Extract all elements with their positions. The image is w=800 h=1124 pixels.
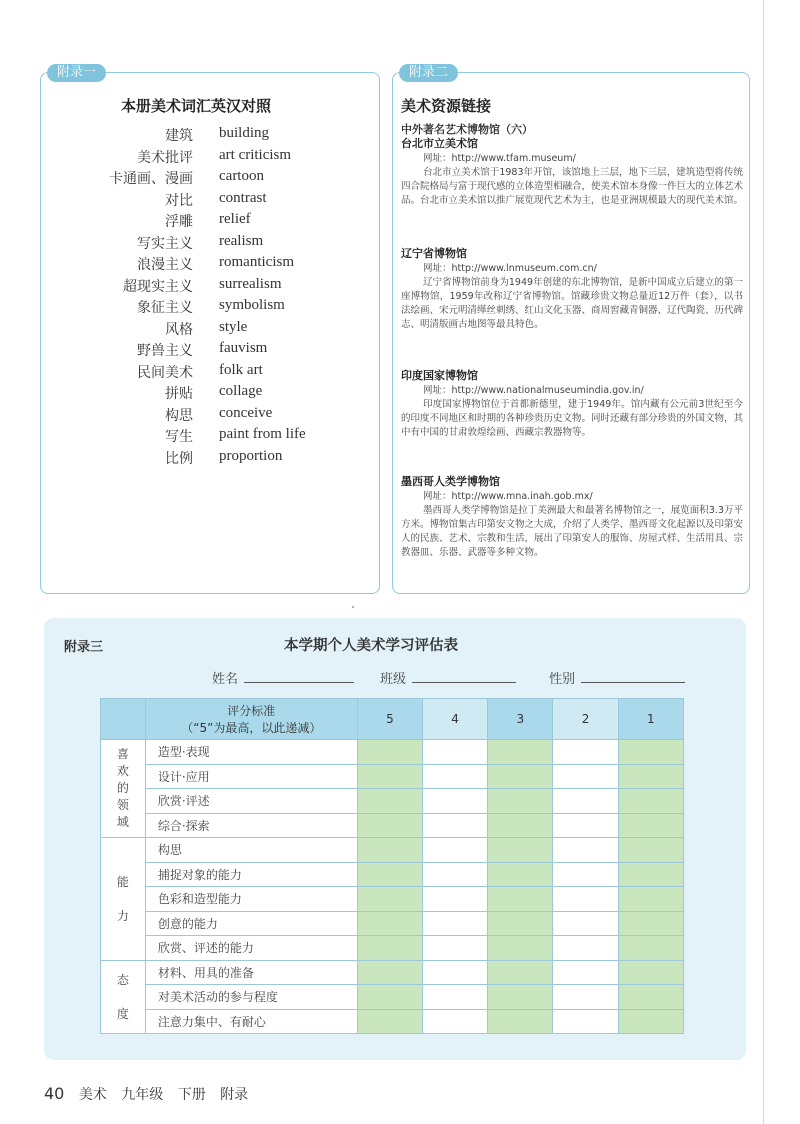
class-blank[interactable] [412, 670, 516, 683]
category-text: 能力 [116, 874, 129, 923]
class-field[interactable] [380, 668, 516, 687]
category-text: 喜欢的领域 [116, 747, 129, 829]
vocab-chinese: 卡通画、漫画 [109, 171, 193, 187]
score-cell[interactable] [618, 960, 683, 985]
score-cell[interactable] [423, 936, 488, 961]
footer-subject: 美术 [78, 1087, 107, 1103]
table-row [101, 764, 684, 789]
gender-label: 性别 [549, 672, 576, 687]
vocab-english: collage [219, 383, 263, 399]
vocab-english: symbolism [219, 297, 285, 313]
vocab-english: proportion [219, 447, 283, 464]
vocab-english: folk art [219, 361, 263, 378]
header-corner [101, 699, 146, 740]
score-header: 2 [553, 699, 618, 740]
score-cell[interactable] [618, 862, 683, 887]
score-cell[interactable] [423, 813, 488, 838]
vocab-chinese: 对比 [165, 192, 193, 209]
score-cell[interactable] [618, 985, 683, 1010]
table-row [101, 985, 684, 1010]
museum-name: 辽宁省博物馆 [401, 247, 467, 260]
score-cell[interactable] [357, 985, 422, 1010]
score-cell[interactable] [553, 911, 618, 936]
score-cell[interactable] [357, 960, 422, 985]
museum-name: 印度国家博物馆 [401, 369, 478, 382]
appendix1-tag: 附录一 [47, 64, 106, 82]
footer-section: 附录 [220, 1087, 249, 1103]
score-cell[interactable] [357, 862, 422, 887]
score-cell[interactable] [423, 740, 488, 765]
category-label [101, 960, 146, 1034]
vocab-english: romanticism [219, 254, 294, 270]
appendix2-title: 美术资源链接 [401, 97, 492, 115]
score-cell[interactable] [423, 887, 488, 912]
score-cell[interactable] [553, 1009, 618, 1034]
score-header: 1 [618, 699, 683, 740]
category-label [101, 740, 146, 838]
vocab-row [41, 211, 379, 233]
vocab-row [41, 319, 379, 341]
vocab-chinese: 超现实主义 [123, 278, 193, 295]
criterion-label: 综合·探索 [145, 813, 357, 838]
vocab-english: realism [219, 232, 264, 249]
vocab-chinese: 浮雕 [165, 214, 193, 230]
score-cell[interactable] [423, 838, 488, 863]
vocab-row [41, 362, 379, 384]
name-label: 姓名 [212, 672, 239, 687]
criteria-note: （“5”为最高，以此递减） [181, 721, 322, 735]
score-header: 3 [488, 699, 553, 740]
vocab-row [41, 340, 379, 362]
table-row [101, 789, 684, 814]
criterion-label: 欣赏·评述 [145, 789, 357, 814]
vocab-english: cartoon [219, 168, 264, 184]
table-row [101, 1009, 684, 1034]
score-cell[interactable] [553, 789, 618, 814]
page-footer [44, 1084, 258, 1104]
evaluation-body [101, 740, 684, 1034]
criterion-label: 创意的能力 [145, 911, 357, 936]
page-number: 40 [44, 1084, 65, 1103]
score-cell[interactable] [357, 813, 422, 838]
vocab-row [41, 168, 379, 190]
print-dot [352, 606, 354, 608]
vocab-english: conceive [219, 404, 273, 421]
table-row [101, 838, 684, 863]
score-cell[interactable] [618, 813, 683, 838]
appendix2-tag: 附录二 [399, 64, 458, 82]
score-cell[interactable] [488, 813, 553, 838]
score-cell[interactable] [488, 789, 553, 814]
museum-description: 墨西哥人类学博物馆是拉丁美洲最大和最著名博物馆之一，展览面积3.3万平方米。博物馆集古印第安文物之大成，介绍了人类学、墨西哥文化起源以及印第安人的民族、艺术、宗教和生活，展出了印第安人的服饰、房屋式样、生活用具、宗教器皿、乐器、武器等多种文物。 [401, 505, 744, 558]
score-cell[interactable] [488, 740, 553, 765]
score-cell[interactable] [618, 764, 683, 789]
museum-description: 台北市立美术馆于1983年开馆，该馆地上三层，地下三层，建筑造型将传统四合院格局与富于现代感的立体造型相融合，使美术馆本身像一件巨大的立体艺术品。台北市立美术馆以推广展览现代艺术为主，也是亚洲规模最大的现代美术馆。 [401, 167, 744, 206]
score-cell[interactable] [488, 911, 553, 936]
vocab-row [41, 297, 379, 319]
table-row [101, 862, 684, 887]
score-cell[interactable] [553, 887, 618, 912]
museum-url[interactable]: 网址：http://www.tfam.museum/ [423, 153, 576, 164]
evaluation-table [100, 698, 684, 1034]
table-row [101, 813, 684, 838]
vocab-chinese: 写实主义 [137, 235, 193, 252]
name-blank[interactable] [244, 670, 354, 683]
museum-entry [401, 369, 743, 440]
score-cell[interactable] [357, 838, 422, 863]
score-cell[interactable] [357, 1009, 422, 1034]
vocab-row [41, 233, 379, 255]
appendix2-subtitle: 中外著名艺术博物馆（六） [401, 123, 533, 136]
score-cell[interactable] [423, 985, 488, 1010]
criterion-label: 色彩和造型能力 [145, 887, 357, 912]
score-header: 4 [423, 699, 488, 740]
vocab-chinese: 比例 [165, 450, 193, 467]
score-header: 5 [357, 699, 422, 740]
appendix3-tag: 附录三 [64, 640, 104, 655]
score-cell[interactable] [423, 911, 488, 936]
score-cell[interactable] [423, 764, 488, 789]
vocab-row [41, 383, 379, 405]
vocab-english: paint from life [219, 426, 306, 442]
score-cell[interactable] [553, 960, 618, 985]
criterion-label: 对美术活动的参与程度 [145, 985, 357, 1010]
score-cell[interactable] [357, 740, 422, 765]
score-cell[interactable] [618, 887, 683, 912]
score-cell[interactable] [423, 960, 488, 985]
appendix2-box [392, 65, 750, 594]
criterion-label: 注意力集中、有耐心 [145, 1009, 357, 1034]
table-row [101, 936, 684, 961]
score-cell[interactable] [488, 838, 553, 863]
category-text: 态度 [116, 972, 129, 1021]
museum-url[interactable]: 网址：http://www.lnmuseum.com.cn/ [423, 263, 597, 274]
gender-field[interactable] [549, 668, 685, 687]
criterion-label: 捕捉对象的能力 [145, 862, 357, 887]
score-cell[interactable] [618, 911, 683, 936]
museum-url[interactable]: 网址：http://www.nationalmuseumindia.gov.in/ [423, 385, 644, 396]
vocab-english: contrast [219, 189, 267, 206]
vocab-row [41, 405, 379, 427]
footer-volume: 下册 [177, 1087, 206, 1103]
score-cell[interactable] [357, 936, 422, 961]
score-cell[interactable] [618, 936, 683, 961]
table-row [101, 887, 684, 912]
score-cell[interactable] [553, 764, 618, 789]
score-cell[interactable] [618, 740, 683, 765]
gender-blank[interactable] [581, 670, 685, 683]
vocab-chinese: 构思 [165, 407, 193, 424]
score-cell[interactable] [357, 887, 422, 912]
vocab-row [41, 254, 379, 276]
vocab-english: surrealism [219, 275, 282, 292]
museum-description: 印度国家博物馆位于首都新德里，建于1949年。馆内藏有公元前3世纪至今的印度不同地区和时期的各种珍贵历史文物。同时还藏有部分珍贵的外国文物，其中有中国的甘肃敦煌绘画、西藏宗教器物等。 [401, 399, 744, 438]
vocab-chinese: 风格 [165, 321, 193, 338]
vocab-row [41, 426, 379, 448]
score-cell[interactable] [423, 789, 488, 814]
vocab-english: art criticism [219, 146, 292, 163]
vocab-chinese: 拼贴 [165, 386, 193, 402]
table-row [101, 960, 684, 985]
vocab-chinese: 建筑 [165, 128, 193, 144]
museum-entry [401, 137, 743, 208]
class-label: 班级 [380, 672, 407, 687]
vocab-row [41, 147, 379, 169]
score-cell[interactable] [553, 936, 618, 961]
evaluation-title: 本学期个人美术学习评估表 [284, 638, 458, 654]
vocab-english: relief [219, 211, 251, 227]
vocab-english: style [219, 318, 248, 335]
appendix1-title: 本册美术词汇英汉对照 [121, 97, 272, 115]
table-row [101, 911, 684, 936]
criterion-label: 构思 [145, 838, 357, 863]
vocab-chinese: 野兽主义 [137, 343, 193, 359]
score-cell[interactable] [488, 985, 553, 1010]
score-cell[interactable] [488, 1009, 553, 1034]
score-cell[interactable] [423, 862, 488, 887]
vocab-row [41, 276, 379, 298]
score-cell[interactable] [357, 764, 422, 789]
vocab-chinese: 美术批评 [137, 149, 193, 166]
score-cell[interactable] [423, 1009, 488, 1034]
vocab-list [41, 125, 379, 469]
score-cell[interactable] [553, 813, 618, 838]
score-cell[interactable] [618, 789, 683, 814]
vocab-row [41, 448, 379, 470]
score-cell[interactable] [618, 1009, 683, 1034]
museum-url[interactable]: 网址：http://www.mna.inah.gob.mx/ [423, 491, 593, 502]
museum-name: 台北市立美术馆 [401, 137, 478, 150]
criterion-label: 欣赏、评述的能力 [145, 936, 357, 961]
evaluation-panel [44, 618, 746, 1060]
score-cell[interactable] [488, 862, 553, 887]
criterion-label: 设计·应用 [145, 764, 357, 789]
vocab-row [41, 125, 379, 147]
vocab-english: building [219, 125, 270, 141]
vocab-english: fauvism [219, 340, 268, 356]
vocab-chinese: 浪漫主义 [137, 257, 193, 273]
vocab-row [41, 190, 379, 212]
museum-entry [401, 247, 743, 332]
score-cell[interactable] [553, 862, 618, 887]
vocab-chinese: 象征主义 [137, 300, 193, 316]
score-cell[interactable] [357, 789, 422, 814]
criteria-header [145, 699, 357, 740]
score-cell[interactable] [488, 936, 553, 961]
museum-entry [401, 475, 743, 560]
score-cell[interactable] [488, 764, 553, 789]
page-edge-line [763, 0, 764, 1124]
table-header-row [101, 699, 684, 740]
score-cell[interactable] [488, 960, 553, 985]
score-cell[interactable] [357, 911, 422, 936]
table-row [101, 740, 684, 765]
score-cell[interactable] [553, 740, 618, 765]
score-cell[interactable] [618, 838, 683, 863]
appendix1-box [40, 65, 380, 594]
score-cell[interactable] [553, 838, 618, 863]
vocab-chinese: 民间美术 [137, 364, 193, 381]
museum-description: 辽宁省博物馆前身为1949年创建的东北博物馆，是新中国成立后建立的第一座博物馆，1959年改称辽宁省博物馆。馆藏珍贵文物总量近12万件（套），以书法绘画、宋元明清缂丝刺绣、红山文化玉器、商周窖藏青铜器、辽代陶瓷、历代碑志、明清版画古地图等最具特色。 [401, 277, 744, 330]
criteria-title: 评分标准 [227, 704, 276, 718]
footer-grade: 九年级 [121, 1087, 164, 1103]
museum-name: 墨西哥人类学博物馆 [401, 475, 500, 488]
score-cell[interactable] [553, 985, 618, 1010]
score-cell[interactable] [488, 887, 553, 912]
criterion-label: 造型·表现 [145, 740, 357, 765]
vocab-chinese: 写生 [165, 429, 193, 445]
name-field[interactable] [212, 668, 354, 687]
category-label [101, 838, 146, 961]
criterion-label: 材料、用具的准备 [145, 960, 357, 985]
